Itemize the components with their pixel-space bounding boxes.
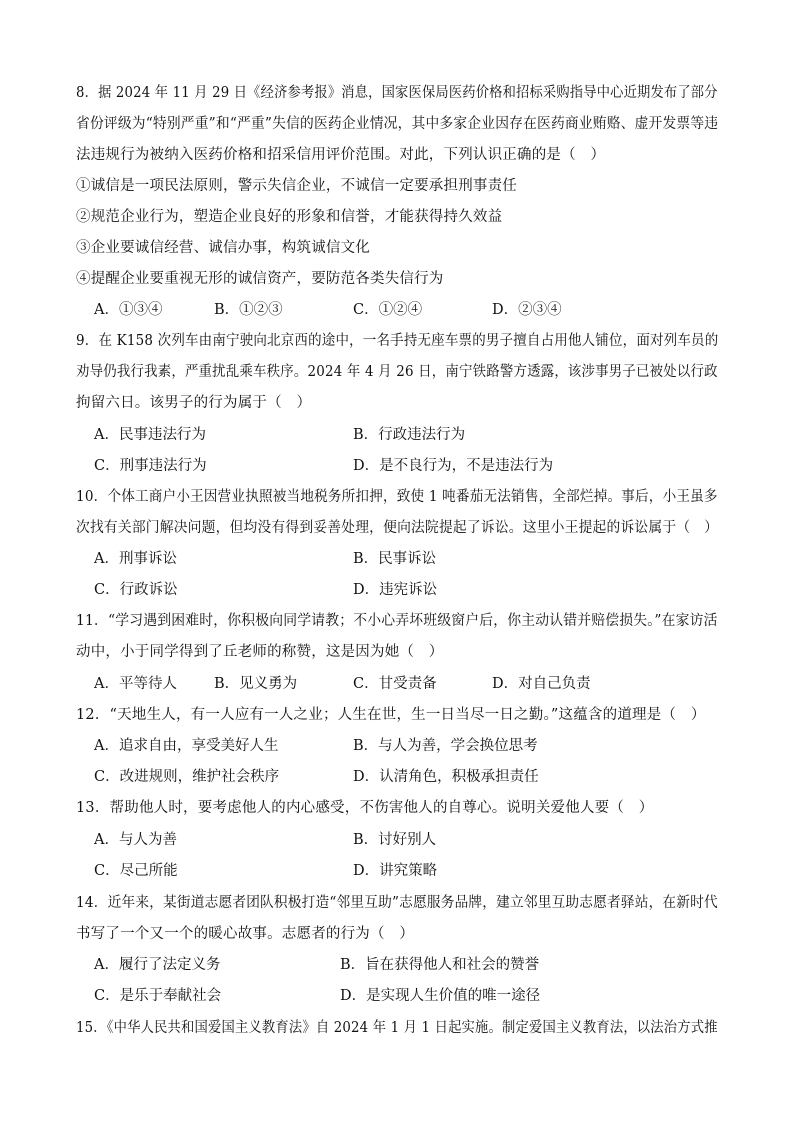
q9-option-a: A．民事违法行为 xyxy=(94,427,206,443)
q14-option-d: D．是实现人生价值的唯一途径 xyxy=(340,988,541,1004)
q14-option-a: A．履行了法定义务 xyxy=(94,957,221,973)
q9-option-c: C．刑事违法行为 xyxy=(94,458,207,474)
q10-option-c: C．行政诉讼 xyxy=(94,582,178,598)
q12-option-a: A．追求自由，享受美好人生 xyxy=(94,738,279,754)
question-9-line-2: 劝导仍我行我素，严重扰乱乘车秩序。2024 年 4 月 26 日，南宁铁路警方透露，该涉事男子已被处以行政 xyxy=(76,364,718,380)
question-8-line-3: 法违规行为被纳入医药价格和招采信用评价范围。对此，下列认识正确的是（ ） xyxy=(76,147,606,163)
question-8-line-1: 8．据 2024 年 11 月 29 日《经济参考报》消息，国家医保局医药价格和招标采购指导中心近期发布了部分 xyxy=(76,85,718,101)
q14-option-b: B．旨在获得他人和社会的赞誉 xyxy=(340,957,540,973)
q12-option-b: B．与人为善，学会换位思考 xyxy=(353,738,538,754)
q8-option-c: C．①②④ xyxy=(353,302,423,318)
q13-option-a: A．与人为善 xyxy=(94,832,177,848)
q14-option-c: C．是乐于奉献社会 xyxy=(94,988,222,1004)
statement-2: ②规范企业行为，塑造企业良好的形象和信誉，才能获得持久效益 xyxy=(76,209,503,225)
question-15-line-1: 15．《中华人民共和国爱国主义教育法》自 2024 年 1 月 1 日起实施。制定爱国主义教育法，以法治方式推 xyxy=(76,1020,718,1036)
q11-option-a: A．平等待人 xyxy=(94,676,177,692)
question-11-line-2: 动中，小于同学得到了丘老师的称赞，这是因为她（ ） xyxy=(76,644,444,660)
q8-option-b: B．①②③ xyxy=(214,302,283,318)
q9-option-d: D．是不良行为，不是违法行为 xyxy=(353,458,554,474)
question-13-line-1: 13．帮助他人时，要考虑他人的内心感受，不伤害他人的自尊心。说明关爱他人要（ ） xyxy=(76,800,654,816)
question-8-line-2: 省份评级为“特别严重”和“严重”失信的医药企业情况，其中多家企业因存在医药商业贿赂、虚开发票等违 xyxy=(76,116,719,132)
question-10-line-1: 10．个体工商户小王因营业执照被当地税务所扣押，致使 1 吨番茄无法销售，全部烂掉。事后，小王虽多 xyxy=(76,489,718,505)
q13-option-d: D．讲究策略 xyxy=(353,863,438,879)
question-10-line-2: 次找有关部门解决问题，但均没有得到妥善处理，便向法院提起了诉讼。这里小王提起的诉讼属于（ ） xyxy=(76,520,719,536)
q11-option-c: C．甘受责备 xyxy=(353,676,437,692)
question-14-line-1: 14．近年来，某街道志愿者团队积极打造“邻里互助”志愿服务品牌，建立邻里互助志愿者驿站，在新时代 xyxy=(76,895,718,911)
question-14-line-2: 书写了一个又一个的暖心故事。志愿者的行为（ ） xyxy=(76,926,415,942)
statement-4: ④提醒企业要重视无形的诚信资产，要防范各类失信行为 xyxy=(76,271,444,287)
q12-option-c: C．改进规则，维护社会秩序 xyxy=(94,769,280,785)
q10-option-a: A．刑事诉讼 xyxy=(94,551,177,567)
question-12-line-1: 12．“天地生人，有一人应有一人之业；人生在世，生一日当尽一日之勤。”这蕴含的道理是（ ） xyxy=(76,707,706,723)
question-11-line-1: 11．“学习遇到困难时，你积极向同学请教；不小心弄坏班级窗户后，你主动认错并赔偿损失。”在家访活 xyxy=(76,613,718,629)
statement-3: ③企业要诚信经营、诚信办事，构筑诚信文化 xyxy=(76,240,370,256)
q11-option-b: B．见义勇为 xyxy=(214,676,298,692)
q11-option-d: D．对自己负责 xyxy=(492,676,591,692)
q12-option-d: D．认清角色，积极承担责任 xyxy=(353,769,539,785)
q9-option-b: B．行政违法行为 xyxy=(353,427,466,443)
question-9-line-3: 拘留六日。该男子的行为属于（ ） xyxy=(76,395,312,411)
q13-option-b: B．讨好别人 xyxy=(353,832,437,848)
q10-option-d: D．违宪诉讼 xyxy=(353,582,438,598)
q8-option-a: A．①③④ xyxy=(94,302,163,318)
statement-1: ①诚信是一项民法原则，警示失信企业，不诚信一定要承担刑事责任 xyxy=(76,178,517,194)
q8-option-d: D．②③④ xyxy=(492,302,562,318)
q13-option-c: C．尽己所能 xyxy=(94,863,178,879)
question-9-line-1: 9．在 K158 次列车由南宁驶向北京西的途中，一名手持无座车票的男子擅自占用他人铺位，面对列车员的 xyxy=(76,333,719,349)
q10-option-b: B．民事诉讼 xyxy=(353,551,437,567)
